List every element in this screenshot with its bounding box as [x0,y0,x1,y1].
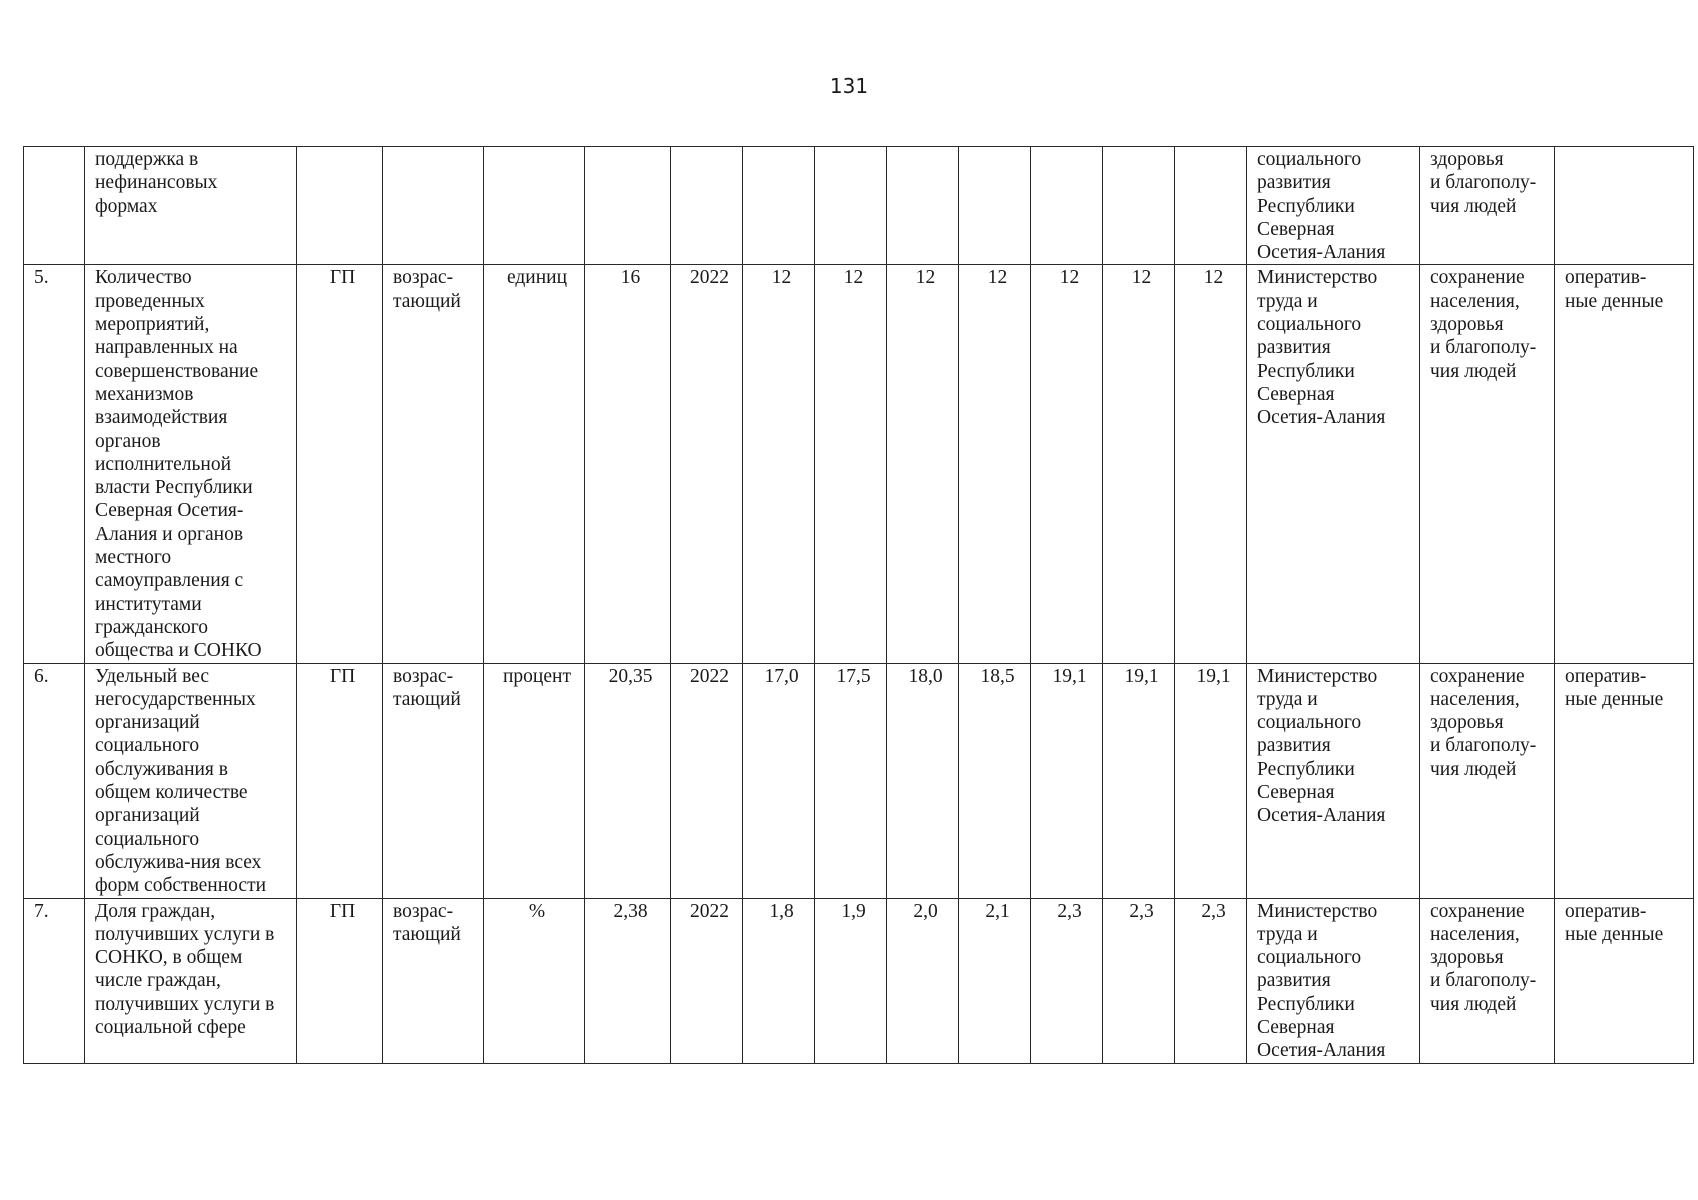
dynamics-text: возрас- тающий [393,900,461,945]
goal-text: сохранение населения, здоровья и благополу- чия людей [1430,665,1537,780]
year-value-cell: 2,3 [1103,898,1175,1063]
table-row-continuation [24,147,1694,265]
year-value-cell: 19,1 [1175,663,1247,898]
responsible-cell [1247,265,1420,663]
year-value-cell [959,147,1031,265]
row-number-cell [24,147,85,265]
responsible-text: Министерство труда и социального развития Республики Северная Осетия-Алания [1257,665,1386,827]
year-value-cell: 12 [743,265,815,663]
indicator-name: Количество проведенных мероприятий, направленных на совершенствование механизмов взаимодействия органов исполнительной власти Республики Северная Осетия- Алания и органов местного самоуправления с институтами гражданского общества и СОНКО [95,267,262,662]
year-value-cell: 1,9 [815,898,887,1063]
year-value-cell [887,147,959,265]
base-year-cell: 2022 [671,898,743,1063]
year-value-cell: 12 [1031,265,1103,663]
year-value-cell: 12 [1175,265,1247,663]
dynamics-text: возрас- тающий [393,665,461,710]
unit-cell: единиц [484,265,585,663]
indicator-name: Удельный вес негосударственных организаций социального обслуживания в общем количестве организаций социального обслужива-ния всех форм собственности [95,665,267,897]
dynamics-text: возрас- тающий [393,267,461,312]
row-number-cell: 7. [24,898,85,1063]
base-value-cell: 20,35 [585,663,671,898]
year-value-cell: 12 [1103,265,1175,663]
indicator-name-cell [85,265,297,663]
indicator-name: Доля граждан, получивших услуги в СОНКО, в общем числе граждан, получивших услуги в социальной сфере [95,900,275,1038]
source-cell [1555,147,1694,265]
unit-cell [484,147,585,265]
unit-cell: % [484,898,585,1063]
base-year-cell: 2022 [671,265,743,663]
year-value-cell: 2,1 [959,898,1031,1063]
source-cell [1555,898,1694,1063]
base-value-cell: 2,38 [585,898,671,1063]
unit-cell: процент [484,663,585,898]
goal-cell [1420,663,1555,898]
year-value-cell [815,147,887,265]
dynamics-cell [383,265,484,663]
goal-text: сохранение населения, здоровья и благополу- чия людей [1430,267,1537,382]
indicator-name-cell [85,898,297,1063]
year-value-cell: 17,5 [815,663,887,898]
base-year-cell: 2022 [671,663,743,898]
base-value-cell [585,147,671,265]
year-value-cell: 2,3 [1031,898,1103,1063]
goal-text: здоровья и благополу- чия людей [1430,149,1537,217]
responsible-text: Министерство труда и социального развития Республики Северная Осетия-Алания [1257,267,1386,429]
source-cell [1555,265,1694,663]
goal-cell [1420,265,1555,663]
row-number-cell: 6. [24,663,85,898]
goal-cell [1420,147,1555,265]
responsible-cell [1247,898,1420,1063]
level-cell: ГП [297,265,383,663]
year-value-cell: 12 [959,265,1031,663]
responsible-text: социального развития Республики Северная Осетия-Алания [1257,149,1386,264]
year-value-cell: 2,3 [1175,898,1247,1063]
year-value-cell: 12 [815,265,887,663]
year-value-cell [1175,147,1247,265]
level-cell: ГП [297,663,383,898]
goal-text: сохранение населения, здоровья и благополу- чия людей [1430,900,1537,1015]
level-cell: ГП [297,898,383,1063]
year-value-cell [743,147,815,265]
year-value-cell: 17,0 [743,663,815,898]
indicator-name-cell [85,147,297,265]
responsible-cell [1247,147,1420,265]
responsible-cell [1247,663,1420,898]
base-value-cell: 16 [585,265,671,663]
year-value-cell: 1,8 [743,898,815,1063]
year-value-cell: 2,0 [887,898,959,1063]
source-text: оператив- ные денные [1565,267,1664,312]
indicator-name-cell [85,663,297,898]
responsible-text: Министерство труда и социального развития Республики Северная Осетия-Алания [1257,900,1386,1062]
table-row [24,898,1694,1063]
source-text: оператив- ные денные [1565,665,1664,710]
year-value-cell: 12 [887,265,959,663]
table-row [24,663,1694,898]
year-value-cell: 19,1 [1103,663,1175,898]
dynamics-cell [383,898,484,1063]
source-cell [1555,663,1694,898]
year-value-cell [1031,147,1103,265]
indicator-name: поддержка в нефинансовых формах [95,149,218,217]
indicators-table [23,146,1694,1064]
year-value-cell: 19,1 [1031,663,1103,898]
year-value-cell: 18,5 [959,663,1031,898]
year-value-cell [1103,147,1175,265]
dynamics-cell [383,663,484,898]
table-row [24,265,1694,663]
level-cell [297,147,383,265]
dynamics-cell [383,147,484,265]
year-value-cell: 18,0 [887,663,959,898]
source-text: оператив- ные денные [1565,900,1664,945]
row-number-cell: 5. [24,265,85,663]
base-year-cell [671,147,743,265]
page-number: 131 [829,74,869,98]
goal-cell [1420,898,1555,1063]
